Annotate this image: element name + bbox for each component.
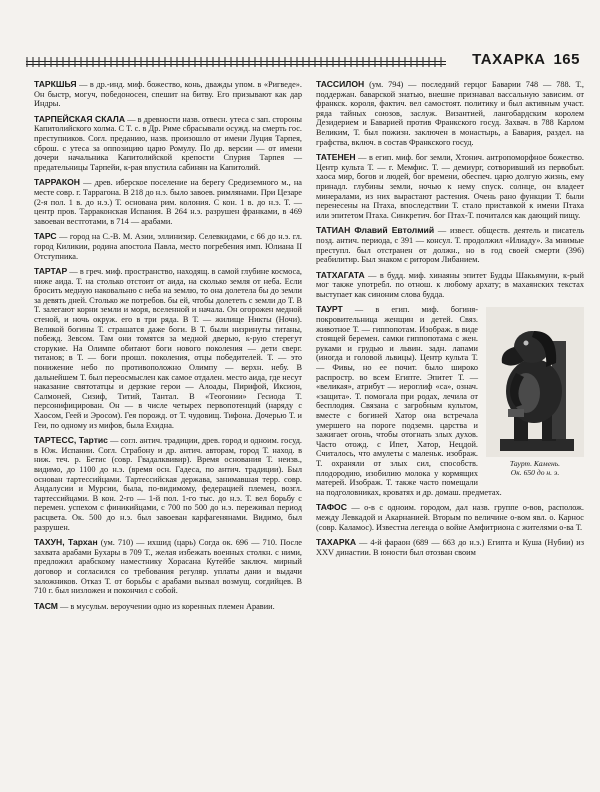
entry-headword: ТАУРТ xyxy=(316,305,343,315)
entry xyxy=(34,232,302,261)
entry-text: — в греч. миф. пространство, находящ. в самой глубине космоса, ниже аида. Т. на столько отстоит от аида, на сколько земля от неба. Если бросить медную наковальню с неба на землю, то она долетела бы до земли за девять дней. Столько же потребов. бы ей, чтобы долететь с земли до Т. В Т. залегают корни земли и моря, вселенной и начала. Он огорожен медной стеной, и ночь окруж. его в три ряда. В Т. — жилище Никты (Ночи). Великой богины Т. страшатся даже боги. В Т. были низринуты титаны, побежд. Зевсом. Там они томятся за медной дверью, к-рую стерегут сторукие. На Олимпе обитают боги нового поколения — дети сверг. титанов; в Т. — боги прошл. поколения, отцы победителей. Т. — это понижение небо по противоположно Олимпу — верхн. небу. В дальнейшем Т. был переосмыслен как самое отдален. место аида, где несут наказание святотатцы и дерзкие герои — Алоады, Пирифой, Иксион, Салмоней, Сизиф, Титий, Тантал. В «Теогонии» Гесиода Т. персонифицирован. Он — в числе четырех первопотенций (наряду с Хаосом, Геей и Эросом). Гея порожд. от Т. чудовищ. Тифона. Дочерью Т. и Геи, по одному из мифов, была Ехидна. xyxy=(34,267,302,430)
entry xyxy=(34,178,302,226)
entry-headword: ТАТЕНЕН xyxy=(316,152,356,163)
entry-text: — в древности назв. отвесн. утеса с зап. стороны Капитолийского холма. С Т. с. в Др. Риме сбрасывали осужд. на смерть гос. преступников. Согл. преданию, назв. произошло от имени Луция Тарпея, сброш. с утеса за оппозицию царю Ромулу. По др. версии — от имени дочери начальника Капитолийской крепости Спурия Тарпея — предательницы Тарпейи, к-рая впустила сабинян на Капитолий. xyxy=(34,114,303,172)
entry-headword: ТАРКШЬЯ xyxy=(34,79,77,89)
entry-text: — в егип. миф. богиня-покровительница женщин и детей. Связ. животное Т. — гиппопотам. Изображ. в виде стоящей беремен. самки гиппопотама с жен. руками и грудью и львин. задн. лапами (иногда и головой львицы). Центр культа Т. — Фивы, но ее почит. было широко распростр. во всем Египте. Эпитет Т. — «великая», атрибут — иероглиф «са», означ. «защита». Т. помогала при родах, лечила от бесплодия. Связана с загробным культом, вместе с богиней Хатор она встречала умершего на пороге подземн. царства и зажигает огонь, чтобы отогнать злых духов. Часто отожд. с Ипет, Хатор, Нецдой. Считалось, что амулеты с маленьк. изображ. Т. охраняли от злых сил, способств. плодородию, изобилию молока у кормящих матерей. Изображ. Т. также часто помещали на подголовниках, кроватях и др. домаш. предметах. xyxy=(316,305,502,497)
entry-headword: ТАССИЛОН xyxy=(316,79,365,89)
entry-text: — извест. обществ. деятель и писатель позд. антич. периода, с 391 — консул. Т. продолжил «Илиаду». За мнимые преступл. был отстранен от должн., но в год своей смерти (396) реабилитир. Был знаком с ритором Либанием. xyxy=(316,226,584,265)
entry xyxy=(316,271,584,300)
caption-line: Таурт. Камень. xyxy=(509,459,561,469)
entry-text: — в др.-инд. миф. божество, конь, дважды упом. в «Ригведе». Он быстр, могуч, победоносен, спешит на битву. Его призывают как дар Индры. xyxy=(34,80,302,109)
entry-text: — в егип. миф. бог земли, Хтонич. антропоморфное божество. Центр культа Т. — г. Мемфис. Т. — демиург, сотворивший из первобыт. хаоса мир, богов и людей, бог времени, обеспеч. царю долгую жизнь, ему принадл. глубины земли, ночью к нему спуск. солнце, он владеет минералами, из них вырастают растения. Очень рано функции Т. были перенесены на Птаха, впоследствии Т. стало приставкой к имени Птаха или эпитетом Птаха. Синкретич. бог Птах-Т. почитался как дающий пищу. xyxy=(316,153,584,220)
entry xyxy=(34,436,302,532)
entry-headword: ТАФОС xyxy=(316,502,347,513)
entry-headword: ТАХАРКА xyxy=(316,537,357,548)
taweret-statue-image xyxy=(486,307,584,457)
entry-text: — согл. антич. традиции, древ. город и одноим. госуд. в Юж. Испании. Согл. Страбону и др. антич. авторам, город Т. наход. в ниж. теч. р. Бетис (совр. Гвадалквивир). Время основания Т. неизв., видимо, до 1100 до н.э. (время осн. Гадеса, по антич. традиции). Был основан тартессийцами. Тартессийская держава, занимавшая терр. совр. Андалусии и Мурсии, была, по-видимому, федерацией племен, возгл. тартессийцами. В кон. 2-го — 1-й пол. 1-го тыс. до н.э. Т. вел борьбу с перемен. успехом с финикийцами, с 700 по 500 до н.э. переживал период расцвета. Ок. 500 до н.э. был завоеван карфагенянами. Видимо, был разрушен. xyxy=(34,436,302,532)
entry xyxy=(316,153,584,220)
entry-text: — древ. иберское поселение на берегу Средиземного м., на месте совр. г. Таррагона. В 218 до н.э. было завоев. римлянами. При Цезаре (2-я пол. 1 в. до н.э.) Т. основана рим. колония. С кон. 1 в. до н.э. Т. — центр пров. Тарраконская Испания. В 264 н.э. разрушен франками, в 469 завоеван вестготами, в 714 — арабами. xyxy=(34,178,302,226)
caption-line: Ок. 650 до н. э. xyxy=(510,468,560,478)
entry xyxy=(34,115,302,173)
running-head-word: ТАХАРКА xyxy=(472,51,546,68)
header-ornament xyxy=(26,61,446,65)
entry-headword: ТАРТЕСС, Тартис xyxy=(34,435,108,446)
taurt-entry-with-figure xyxy=(316,305,584,503)
entry-headword: ТАРПЕЙСКАЯ СКАЛА xyxy=(34,113,126,124)
entry xyxy=(34,267,302,430)
entry-headword: ТАРТАР xyxy=(34,266,68,277)
entry xyxy=(316,226,584,264)
entry xyxy=(316,80,584,147)
entry xyxy=(34,80,302,109)
entry-text: — в будд. миф. хинаяны эпитет Будды Шакьямуни, к-рый мог также употребл. по отнош. к любому архату; в махаянских текстах выступает как синоним слова будда. xyxy=(316,270,584,299)
left-column xyxy=(34,80,302,617)
entry xyxy=(34,602,302,612)
entry-headword: ТАРС xyxy=(34,231,57,242)
entry-headword: ТАТХАГАТА xyxy=(316,269,365,280)
entry-text: — в мусульм. вероучении одно из коренных племен Аравии. xyxy=(57,601,275,611)
entry-headword: ТАХУН, Тархан xyxy=(34,537,98,548)
entry-text: — 4-й фараон (689 — 663 до н.э.) Египта и Куша (Нубии) из XXV династии. В юности был отозван своим xyxy=(316,538,584,557)
entry xyxy=(316,503,584,532)
entry-text: (ум. 710) — ихшид (царь) Согда ок. 696 — 710. После захвата арабами Бухары в 709 Т., желая избежать военных столкн. с ними, предложил арабскому наместнику Хорасана Кутейбе заключ. мирный договор и согласился со требования регуляр. уплаты дани и выдачи заложников. Отказ Т. от борьбы с арабами вызвал возмущ. согдийцев. В 710 г. был низложен и покончил с собой. xyxy=(34,538,302,596)
page-header xyxy=(26,51,582,70)
figure xyxy=(486,307,584,477)
entry xyxy=(316,538,584,557)
running-head xyxy=(466,51,580,68)
entry-text: (ум. 794) — последний герцог Баварии 748 — 788. Т., поддержан. баварской знатью, внешне признавал вассальную зависим. от франкск. короля, фактич. вел самостоят. политику и был активным участ. ряда тайных союзов, заслуж. Византией, лангобардским королем Дезидерием и Баварией против Франкского госуд. Захвач. в 788 Карлом Великим, Т. был пожизн. заключен в монастырь, а Бавария, раздел. на графства, включ. в состав Франкского госуд. xyxy=(316,80,584,147)
entry-headword: ТАСМ xyxy=(34,600,58,611)
figure-caption xyxy=(486,459,584,477)
entry-text: — город на С.-В. М. Азии, эллинизир. Селевкидами, с 66 до н.э. гл. город Киликии, родина апостола Павла, место погребения имп. Юлиана II Отступника. xyxy=(34,232,302,261)
right-column xyxy=(316,80,584,563)
entry-headword: ТАРРАКОН xyxy=(34,177,80,188)
entry xyxy=(34,538,302,596)
entry-text: — о-в с одноим. городом, дал назв. группе о-вов, располож. между Левкадой и Акарнанией. Вторым по величине о-вом явл. о. Карнос (совр. Каламос). Известна легенда о войне Амфитриона с жителями о-ва Т. xyxy=(316,503,584,532)
entry-headword: ТАТИАН Флавий Евтолмий xyxy=(316,225,435,236)
page-number: 165 xyxy=(553,51,580,68)
